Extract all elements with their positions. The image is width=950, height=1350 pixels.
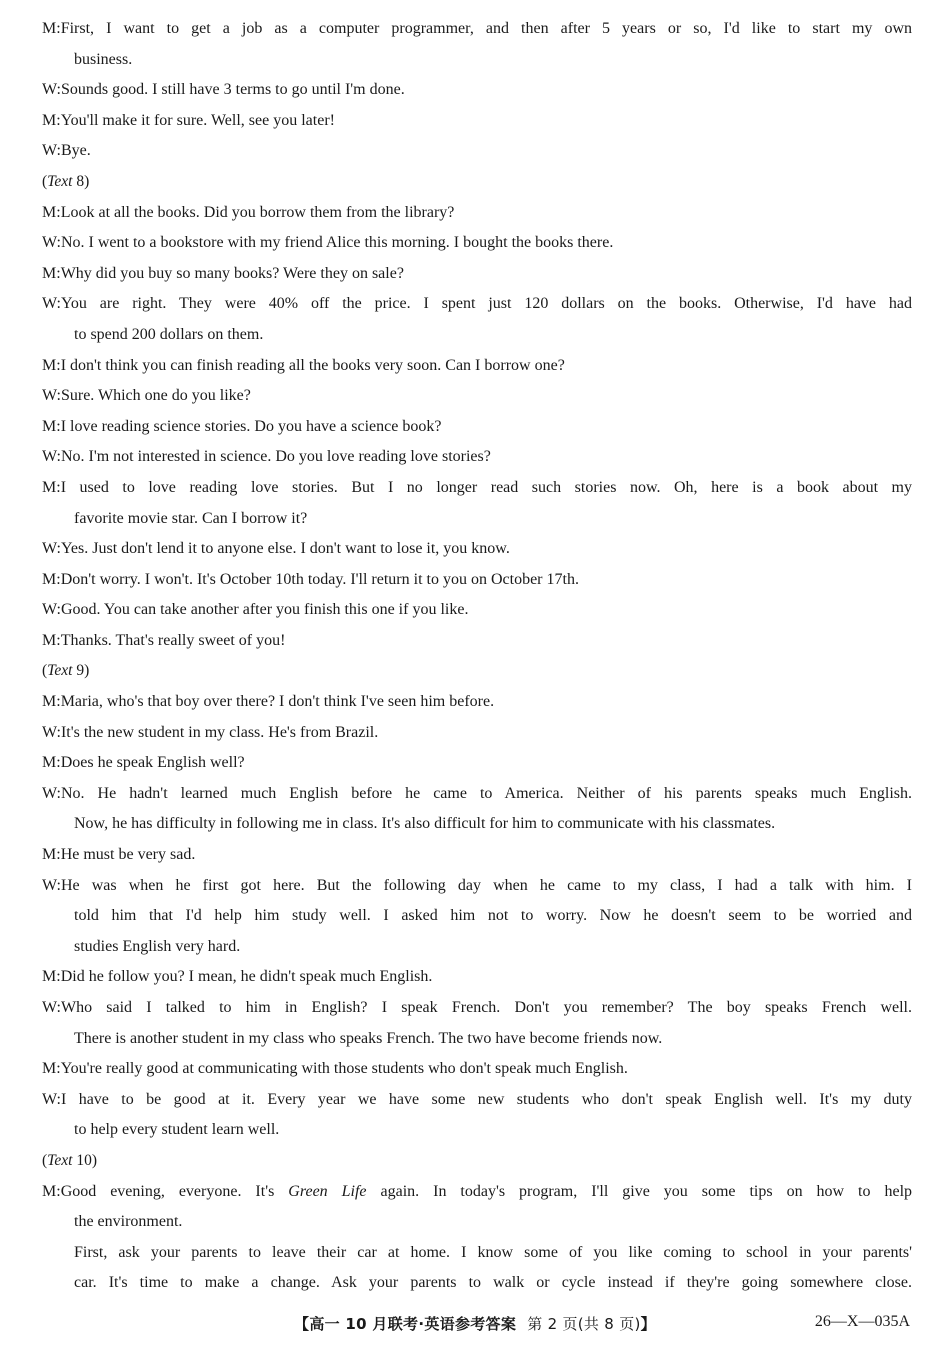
speaker-label: M: [42, 846, 57, 864]
line-text: I don't think you can finish reading all the books very soon. Can I borrow one?: [60, 356, 565, 374]
dialogue-continuation: [42, 809, 912, 840]
speaker-label: W: [42, 234, 57, 252]
footer-left-bracket: 【: [294, 1315, 310, 1333]
speaker-label: M: [42, 1060, 57, 1078]
dialogue-line: [42, 565, 912, 596]
speaker-colon: :: [56, 540, 61, 558]
dialogue-continuation: [42, 1268, 912, 1299]
speaker-label: M: [42, 264, 57, 282]
footer-doc-code: 26—X—035A: [814, 1313, 910, 1330]
dialogue-line: [42, 136, 912, 167]
speaker-colon: :: [56, 876, 61, 894]
section-marker: [42, 656, 912, 687]
footer-dot: ·: [418, 1315, 425, 1333]
speaker-label: W: [42, 540, 57, 558]
speaker-label: M: [42, 754, 57, 772]
marker-paren-close: ): [84, 662, 90, 680]
line-text: I love reading science stories. Do you have a science book?: [60, 417, 442, 435]
marker-paren-open: (: [42, 1151, 48, 1169]
line-text: favorite movie star. Can I borrow it?: [74, 509, 308, 527]
speaker-colon: :: [56, 387, 61, 405]
dialogue-continuation: [42, 1207, 912, 1238]
speaker-colon: :: [56, 478, 61, 496]
line-text: Who said I talked to him in English? I speak French. Don't you remember? The boy speaks French well.: [60, 999, 912, 1016]
dialogue-continuation: [42, 1024, 912, 1055]
speaker-colon: :: [56, 601, 61, 619]
line-text: again. In today's program, I'll give you some tips on how to help: [366, 1182, 913, 1200]
footer-page-info: 第 2 页(共 8 页): [527, 1315, 641, 1333]
speaker-label: W: [42, 784, 57, 802]
dialogue-line: [42, 1054, 912, 1085]
line-text: Does he speak English well?: [60, 754, 245, 772]
footer-right-bracket: 】: [640, 1315, 656, 1333]
speaker-label: W: [42, 295, 57, 313]
line-text: First, I want to get a job as a computer programmer, and then after 5 years or so, I'd like to start my own: [60, 20, 912, 37]
dialogue-line: [42, 259, 912, 290]
line-text: business.: [74, 50, 133, 68]
speaker-colon: :: [56, 693, 61, 711]
line-text: the environment.: [74, 1213, 183, 1231]
speaker-colon: :: [56, 784, 61, 802]
speaker-colon: :: [56, 723, 61, 741]
dialogue-line: [42, 718, 912, 749]
dialogue-line: [42, 626, 912, 657]
dialogue-line: [42, 381, 912, 412]
line-text: No. I went to a bookstore with my friend Alice this morning. I bought the books there.: [60, 234, 614, 252]
dialogue-continuation: [42, 932, 912, 963]
dialogue-line: [42, 289, 912, 320]
dialogue-line: [42, 779, 912, 810]
dialogue-line: [42, 534, 912, 565]
marker-label: Text: [47, 172, 73, 190]
dialogue-line: [42, 1177, 912, 1208]
marker-paren-open: (: [42, 662, 48, 680]
dialogue-line: [42, 228, 912, 259]
line-text: Maria, who's that boy over there? I don't think I've seen him before.: [60, 693, 495, 711]
line-text: told him that I'd help him study well. I asked him not to worry. Now he doesn't seem to be worried and: [74, 907, 912, 925]
speaker-colon: :: [56, 1182, 61, 1200]
speaker-colon: :: [56, 417, 61, 435]
dialogue-continuation: [42, 320, 912, 351]
dialogue-line: [42, 198, 912, 229]
speaker-label: W: [42, 1090, 57, 1108]
speaker-label: M: [42, 968, 57, 986]
dialogue-line: [42, 687, 912, 718]
speaker-label: W: [42, 601, 57, 619]
speaker-colon: :: [56, 203, 61, 221]
speaker-label: M: [42, 356, 57, 374]
speaker-label: M: [42, 20, 57, 37]
line-text: No. He hadn't learned much English before he came to America. Neither of his parents speaks much English.: [60, 784, 912, 802]
speaker-label: W: [42, 448, 57, 466]
marker-number: 8: [76, 172, 85, 190]
line-text: I used to love reading love stories. But I no longer read such stories now. Oh, here is a book about my: [60, 478, 912, 496]
line-text: Why did you buy so many books? Were they on sale?: [60, 264, 404, 282]
speaker-colon: :: [56, 20, 61, 37]
marker-number: 10: [76, 1151, 92, 1169]
speaker-colon: :: [56, 264, 61, 282]
dialogue-line: [42, 442, 912, 473]
line-text: Now, he has difficulty in following me in class. It's also difficult for him to communicate with his classmates.: [74, 815, 776, 833]
dialogue-line: [42, 351, 912, 382]
speaker-colon: :: [56, 570, 61, 588]
speaker-colon: :: [56, 142, 61, 160]
page-footer: [0, 1313, 950, 1337]
dialogue-line: [42, 106, 912, 137]
dialogue-continuation: [42, 504, 912, 535]
line-text: You'll make it for sure. Well, see you later!: [60, 111, 335, 129]
line-text: There is another student in my class who speaks French. The two have become friends now.: [74, 1029, 663, 1047]
speaker-colon: :: [56, 1090, 61, 1108]
line-text: He was when he first got here. But the following day when he came to my class, I had a talk with him. I: [60, 876, 912, 894]
line-text: Sounds good. I still have 3 terms to go until I'm done.: [60, 81, 405, 99]
marker-label: Text: [47, 1151, 73, 1169]
speaker-label: M: [42, 478, 57, 496]
speaker-colon: :: [56, 111, 61, 129]
dialogue-line: [42, 412, 912, 443]
line-text: to help every student learn well.: [74, 1121, 280, 1139]
speaker-label: W: [42, 81, 57, 99]
dialogue-continuation: [42, 1238, 912, 1269]
dialogue-line: [42, 993, 912, 1024]
dialogue-line: [42, 748, 912, 779]
footer-title: [0, 1313, 950, 1334]
line-text: It's the new student in my class. He's from Brazil.: [60, 723, 379, 741]
line-text: Good. You can take another after you finish this one if you like.: [60, 601, 469, 619]
speaker-label: M: [42, 693, 57, 711]
speaker-colon: :: [56, 234, 61, 252]
dialogue-continuation: [42, 901, 912, 932]
dialogue-line: [42, 14, 912, 45]
line-text: You're really good at communicating with those students who don't speak much English.: [60, 1060, 628, 1078]
program-title: Green Life: [288, 1182, 367, 1200]
dialogue-line: [42, 871, 912, 902]
speaker-colon: :: [56, 81, 61, 99]
speaker-colon: :: [56, 356, 61, 374]
line-text: No. I'm not interested in science. Do you love reading love stories?: [60, 448, 491, 466]
dialogue-line: [42, 595, 912, 626]
speaker-label: W: [42, 876, 57, 894]
line-text: Did he follow you? I mean, he didn't speak much English.: [60, 968, 433, 986]
marker-label: Text: [47, 662, 73, 680]
speaker-label: M: [42, 417, 57, 435]
footer-exam-title: 高一 10 月联考: [309, 1315, 419, 1333]
line-text: studies English very hard.: [74, 937, 241, 955]
speaker-label: W: [42, 723, 57, 741]
speaker-colon: :: [56, 968, 61, 986]
dialogue-line: [42, 962, 912, 993]
line-text: I have to be good at it. Every year we have some new students who don't speak English well. It's my duty: [60, 1090, 912, 1108]
line-text: Yes. Just don't lend it to anyone else. I don't want to lose it, you know.: [60, 540, 510, 558]
section-marker: [42, 1146, 912, 1177]
section-marker: [42, 167, 912, 198]
speaker-label: W: [42, 142, 57, 160]
line-text-pre: Good evening, everyone. It's: [60, 1182, 289, 1200]
dialogue-continuation: [42, 45, 912, 76]
dialogue-continuation: [42, 1115, 912, 1146]
line-text: Sure. Which one do you like?: [60, 387, 251, 405]
speaker-colon: :: [56, 631, 61, 649]
transcript-body: [42, 14, 912, 1299]
speaker-colon: :: [56, 1060, 61, 1078]
speaker-label: M: [42, 631, 57, 649]
speaker-label: M: [42, 203, 57, 221]
line-text: First, ask your parents to leave their car at home. I know some of you like coming to school in your parents': [74, 1243, 912, 1261]
line-text: Bye.: [60, 142, 91, 160]
speaker-colon: :: [56, 846, 61, 864]
speaker-colon: :: [56, 448, 61, 466]
speaker-label: M: [42, 1182, 57, 1200]
dialogue-line: [42, 1085, 912, 1116]
line-text: Don't worry. I won't. It's October 10th today. I'll return it to you on October 17th.: [60, 570, 579, 588]
dialogue-line: [42, 840, 912, 871]
speaker-colon: :: [56, 754, 61, 772]
line-text: to spend 200 dollars on them.: [74, 325, 264, 343]
speaker-colon: :: [56, 295, 61, 313]
line-text: You are right. They were 40% off the price. I spent just 120 dollars on the books. Otherwise, I'd have had: [60, 295, 912, 313]
marker-paren-close: ): [91, 1151, 97, 1169]
line-text: He must be very sad.: [60, 846, 196, 864]
speaker-label: M: [42, 570, 57, 588]
line-text: Look at all the books. Did you borrow them from the library?: [60, 203, 455, 221]
speaker-label: W: [42, 999, 57, 1016]
line-text: car. It's time to make a change. Ask your parents to walk or cycle instead if they're going somewhere close.: [74, 1274, 912, 1292]
marker-paren-open: (: [42, 172, 48, 190]
marker-paren-close: ): [84, 172, 90, 190]
speaker-label: M: [42, 111, 57, 129]
footer-subject: 英语参考答案: [424, 1315, 517, 1333]
speaker-colon: :: [56, 999, 61, 1016]
line-text: Thanks. That's really sweet of you!: [60, 631, 286, 649]
speaker-label: W: [42, 387, 57, 405]
dialogue-line: [42, 75, 912, 106]
dialogue-line: [42, 473, 912, 504]
marker-number: 9: [76, 662, 85, 680]
